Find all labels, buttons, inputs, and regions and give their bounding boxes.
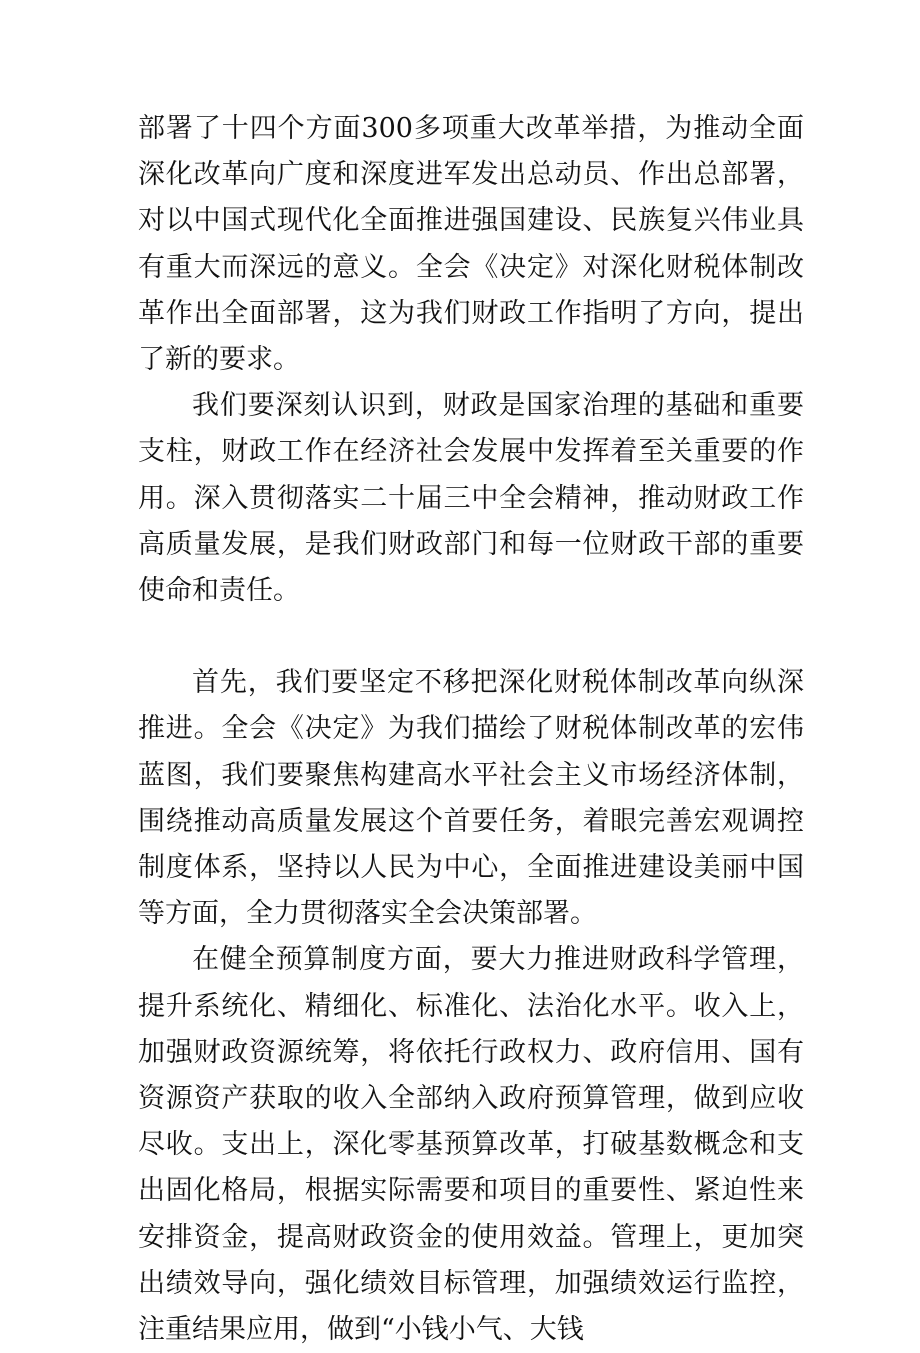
paragraph-awareness: 我们要深刻认识到，财政是国家治理的基础和重要支柱，财政工作在经济社会发展中发挥着至关重要的作用。深入贯彻落实二十届三中全会精神，推动财政工作高质量发展，是我们财政部门和每一位财政干部的重要使命和责任。 (138, 390, 804, 607)
paragraph-gap (138, 614, 804, 660)
paragraph-first-point: 首先，我们要坚定不移把深化财税体制改革向纵深推进。全会《决定》为我们描绘了财税体制改革的宏伟蓝图，我们要聚焦构建高水平社会主义市场经济体制，围绕推动高质量发展这个首要任务，着眼完善宏观调控制度体系，坚持以人民为中心，全面推进建设美丽中国等方面，全力贯彻落实全会决策部署。 (138, 667, 804, 930)
paragraph-budget-system: 在健全预算制度方面，要大力推进财政科学管理，提升系统化、精细化、标准化、法治化水平。收入上，加强财政资源统筹，将依托行政权力、政府信用、国有资源资产获取的收入全部纳入政府预算管理，做到应收尽收。支出上，深化零基预算改革，打破基数概念和支出固化格局，根据实际需要和项目的重要性、紧迫性来安排资金，提高财政资金的使用效益。管理上，更加突出绩效导向，强化绩效目标管理，加强绩效运行监控，注重结果应用，做到“小钱小气、大钱 (138, 944, 804, 1346)
paragraph-continuation: 部署了十四个方面300多项重大改革举措，为推动全面深化改革向广度和深度进军发出总动员、作出总部署，对以中国式现代化全面推进强国建设、民族复兴伟业具有重大而深远的意义。全会《决定》对深化财税体制改革作出全面部署，这为我们财政工作指明了方向，提出了新的要求。 (138, 113, 804, 376)
document-body (138, 106, 804, 1353)
